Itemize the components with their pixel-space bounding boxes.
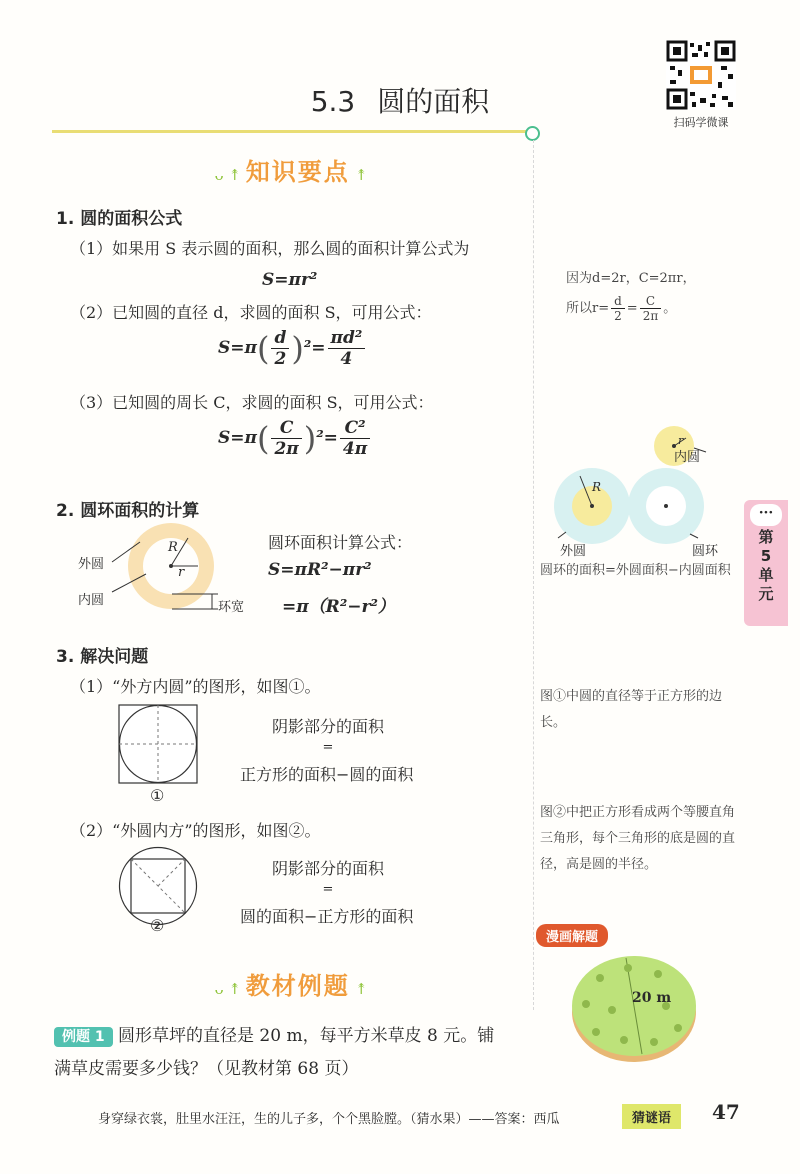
chat-bubble-icon: ··· <box>750 504 782 526</box>
label-width: 环宽 <box>218 600 245 615</box>
example-text-1: 圆形草坪的直径是 20 m，每平方米草皮 8 元。铺 <box>118 1026 495 1046</box>
figure1-number: ① <box>150 786 165 805</box>
label-outer: 外圆 <box>78 557 105 572</box>
example-badge: 例题 1 <box>54 1027 113 1047</box>
label-R: R <box>168 540 178 555</box>
figure1-eq: = <box>322 740 334 755</box>
header-rule <box>52 130 532 133</box>
examples-heading-text: 教材例题 <box>245 972 350 1000</box>
sprout-icon: ᴗ ↟ <box>214 166 246 184</box>
rule-dot <box>525 126 540 141</box>
side-note-1-line1: 因为d=2r，C=2πr， <box>566 271 696 286</box>
ring-note: 圆环的面积=外圆面积−内圆面积 <box>540 563 731 578</box>
example-text-2: 满草皮需要多少钱？（见教材第 68 页） <box>54 1059 359 1079</box>
section-title: 圆的面积 <box>377 85 490 118</box>
figure2-top: 阴影部分的面积 <box>271 859 384 878</box>
ring-label-R: R <box>592 480 602 494</box>
label-r: r <box>178 565 185 580</box>
item1-p1: （1）如果用 S 表示圆的面积，那么圆的面积计算公式为 <box>70 239 470 258</box>
figure2-eq: = <box>322 882 334 897</box>
figure1-bottom: 正方形的面积−圆的面积 <box>240 765 414 784</box>
knowledge-heading <box>176 152 406 187</box>
example-1 <box>54 1020 524 1085</box>
figure2-bottom: 圆的面积−正方形的面积 <box>240 907 414 926</box>
item1-title: 1. 圆的面积公式 <box>56 209 183 229</box>
item3-title: 3. 解决问题 <box>56 647 149 667</box>
sprout-icon: ↟ <box>354 980 368 998</box>
figure1-top: 阴影部分的面积 <box>271 717 384 736</box>
lawn-label: 20 m <box>632 990 672 1006</box>
label-inner: 内圆 <box>78 593 105 608</box>
side-note-1-line2: 所以r= $\frac{d}{2}$ = $\frac{C}{2\pi}$ 。 <box>566 294 677 323</box>
ring-label-inner: 内圆 <box>674 450 701 465</box>
annulus-formula-title: 圆环面积计算公式： <box>268 533 413 552</box>
sprout-icon: ↟ <box>354 166 368 184</box>
item3-p1: （1）“外方内圆”的图形，如图①。 <box>70 677 321 696</box>
item2-title: 2. 圆环面积的计算 <box>56 501 200 521</box>
chapter-tab-label: 第 5 单 元 <box>758 528 774 603</box>
qr-label: 扫码学微课 <box>673 116 729 129</box>
formula-area: S=πr² <box>262 270 318 290</box>
page-number: 47 <box>712 1100 740 1124</box>
ring-diagram <box>546 424 736 544</box>
chapter-tab[interactable] <box>744 500 788 626</box>
qr-code-icon[interactable] <box>666 40 736 110</box>
riddle-label: 猜谜语 <box>622 1104 681 1129</box>
ring-label-r: r <box>678 434 684 447</box>
side-note-3: 图②中把正方形看成两个等腰直角三角形，每个三角形的底是圆的直径，高是圆的半径。 <box>540 805 736 872</box>
ring-label-outer: 外圆 <box>560 544 587 559</box>
figure1-square-circle <box>118 704 198 784</box>
manga-badge: 漫画解题 <box>536 924 608 947</box>
annulus-formula1: S=πR²−πr² <box>268 560 372 580</box>
footer-riddle: 身穿绿衣裳，肚里水汪汪，生的儿子多，个个黑脸膛。（猜水果）——答案：西瓜 <box>98 1112 560 1127</box>
figure2-circle-square <box>118 846 198 926</box>
examples-heading <box>176 966 406 1001</box>
formula-diameter: S=π( $\frac{d}{2}$ )²= $\frac{\text{πd²}}{4}$ <box>218 328 367 369</box>
item1-p2: （2）已知圆的直径 d，求圆的面积 S，可用公式： <box>70 303 432 322</box>
margin-divider <box>533 140 535 1010</box>
formula-circumference: S=π( $\frac{C}{2\pi}$ )²= $\frac{\text{C²}}{4\pi}$ <box>218 418 372 459</box>
annulus-formula2: =π（R²−r²） <box>282 597 395 617</box>
lawn-illustration <box>566 948 706 1066</box>
sprout-icon: ᴗ ↟ <box>214 980 246 998</box>
ring-label-ring: 圆环 <box>692 544 719 559</box>
knowledge-heading-text: 知识要点 <box>245 158 350 186</box>
item1-p3: （3）已知圆的周长 C，求圆的面积 S，可用公式： <box>70 393 434 412</box>
side-note-2: 图①中圆的直径等于正方形的边长。 <box>540 689 723 730</box>
section-number: 5.3 <box>310 85 356 118</box>
item3-p2: （2）“外圆内方”的图形，如图②。 <box>70 821 321 840</box>
figure2-number: ② <box>150 916 165 935</box>
